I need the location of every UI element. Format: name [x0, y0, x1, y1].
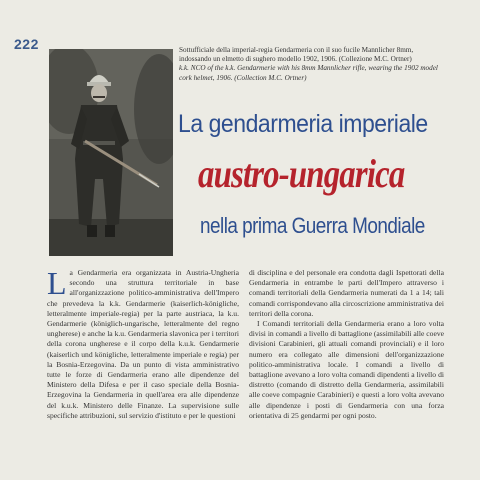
caption-italian: Sottufficiale della imperial-regia Gendarmeria con il suo fucile Mannlicher 8mm, indossando un elmetto di sughero modello 1902, 1906. (Collezione M.C. Ortner): [179, 46, 414, 64]
body-paragraph: di disciplina e del personale era condotta dagli Ispettorati della Gendarmeria in entrambe le parti dell'Impero attraverso i comandi territoriali della Gendarmeria numerati da 1 a 14; tali comandi corrispondevano alla circoscrizione amministrativa dei territori della corona.: [249, 268, 444, 318]
body-column-right: [249, 268, 444, 421]
drop-cap: L: [47, 265, 67, 301]
gendarme-figure-illustration: [49, 49, 173, 256]
body-paragraph: I Comandi territoriali della Gendarmeria erano a loro volta divisi in comandi a livello di battaglione (assimilabili alle coeve divisioni Carabinieri, gli attuali comandi provinciali) e il loro numero era collegato alle dimensioni dell'organizzazione politico-amministrativa locale. I comandi a livello di battaglione avevano a loro volta comandi dipendenti a livello di distretto (comando di distretto della Gendarmeria, assimilabili alle coeve compagnie Carabinieri) e questi a loro volta avevano alle dipendenze i posti di Gendarmeria con una forza orientativa di 25 gendarmi per ogni posto.: [249, 319, 444, 420]
title-line-2: austro-ungarica: [198, 151, 405, 196]
page-number: 222: [14, 36, 39, 52]
gendarme-photo: [49, 49, 173, 256]
body-paragraph: [47, 265, 239, 421]
photo-caption: [179, 46, 441, 83]
title-line-1: La gendarmeria imperiale: [178, 110, 428, 138]
body-column-left: [47, 265, 239, 421]
caption-english: k.k. NCO of the k.k. Gendarmerie with his 8mm Mannlicher rifle, wearing the 1902 model cork helmet, 1906. (Collection M.C. Ortner): [179, 64, 438, 82]
body-text-left: a Gendarmeria era organizzata in Austria-Ungheria secondo una struttura territoriale in base all'organizzazione politico-amministrativa dell'Impero che prevedeva la k.k. Gendarmerie (kaiserlich-königliche, letteralmente imperiale-regia) per la parte austriaca, la k.u. Gendarmerie (königlich-ungarische, letteralmente del regno ungherese) e anche la k.u. Gendarmeria slavonica per i territori della corona ungherese e il corpo della k.u.k. Gendarmerie (kaiserlich und königliche, letteralmente imperiale e regia) per la Bosnia-Erzegovina. Da un punto di vista amministrativo tutte le forze di Gendarmeria erano alle dipendenze del Ministero della Difesa e per il caso speciale della Bosnia-Erzegovina la Gendarmeria in quell'area era alle dipendenze del k.u.k. Ministero delle Finanze. La supervisione sulle specifiche attribuzioni, sul servizio d'istituto e per le questioni: [47, 268, 239, 420]
title-line-3: nella prima Guerra Mondiale: [200, 213, 425, 238]
